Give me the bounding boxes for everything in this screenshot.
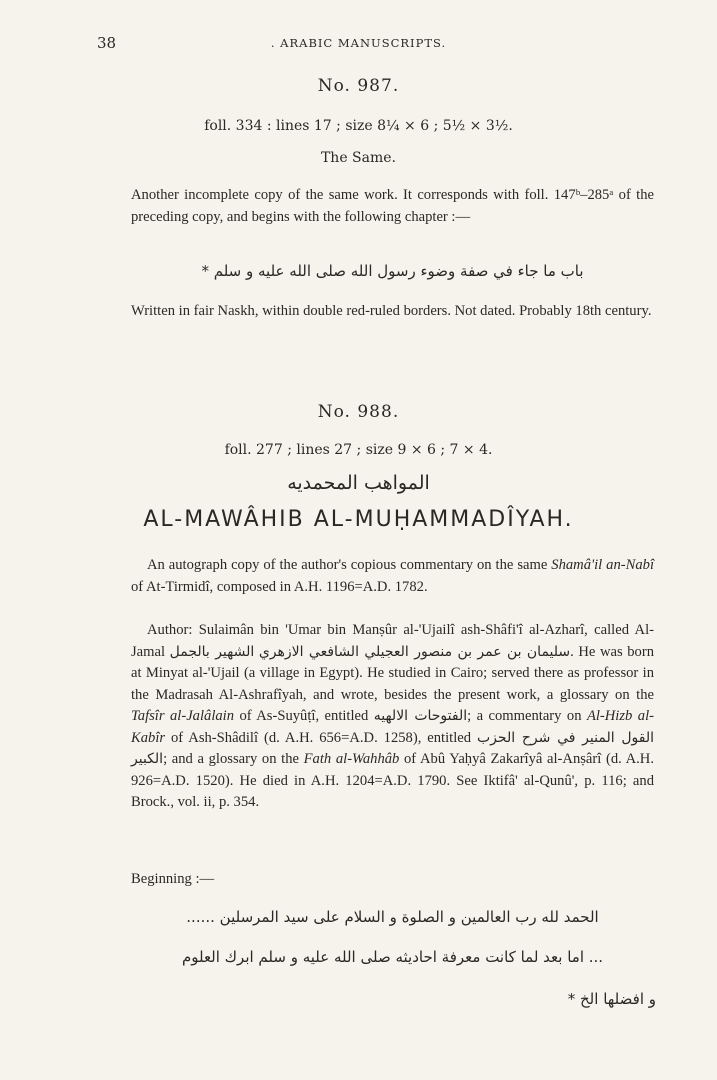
entry-988-paragraph-2: Author: Sulaimân bin 'Umar bin Manṣûr al-'Ujailî ash-Shâfi'î al-Azharî, called Al-Jamal سليمان بن عمر بن منصور العجيلي الشافعي الازهري الشهير بالجمل . He was born at Minyat al-'Ujail (a village in Egypt). He studied in Cairo; served there as professor in the Madrasah Al-Ashrafîyah, and wrote, besides the present work, a glossary on the Tafsîr al-Jalâlain of As-Suyûṭî, entitled الفتوحات الالهيه; a commentary on Al-Hizb al-Kabîr of Ash-Shâdilî (d. A.H. 656=A.D. 1258), entitled القول المنير في شرح الحزب الكبير; and a glossary on the Fath al-Wahhâb of Abû Yaḥyâ Zakarîyâ al-Anṣârî (d. A.H. 926=A.D. 1520). He died in A.H. 1204=A.D. 1790. See Iktifâ' al-Qunû', p. 116; and Brock., vol. ii, p. 354. bbox=[131, 622, 654, 810]
entry-988-paragraph-1: An autograph copy of the author's copious commentary on the same Shamâ'il an-Nabî of At-Tirmidî, composed in A.H. 1196=A.D. 1782. bbox=[131, 557, 655, 595]
entry-987-note: Written in fair Naskh, within double red-ruled borders. Not dated. Probably 18th century. bbox=[131, 303, 652, 319]
page-number: 38 bbox=[97, 34, 117, 52]
entry-987-number: No. 987. bbox=[317, 76, 400, 96]
beginning-line-2: ... اما بعد لما كانت معرفة احاديثه صلى الله عليه و سلم ابرك العلوم bbox=[181, 948, 604, 966]
work-title: Shamâ'il an-Nabî bbox=[551, 557, 655, 573]
arabic-author-name: سليمان بن عمر بن منصور العجيلي الشافعي الازهري bbox=[258, 643, 571, 660]
arabic-author-epithet: الشهير بالجمل bbox=[169, 643, 255, 660]
entry-987-same: The Same. bbox=[320, 150, 397, 166]
entry-987-description: Another incomplete copy of the same work. It corresponds with foll. 147ᵇ–285ᵃ of the preceding copy, and begins with the following chapter :— bbox=[131, 187, 654, 225]
beginning-line-3: و افضلها الخ * bbox=[567, 990, 656, 1008]
entry-987-collation: foll. 334 : lines 17 ; size 8¼ × 6 ; 5½ × 3½. bbox=[204, 118, 513, 134]
entry-988-arabic-title: المواهب المحمديه bbox=[287, 472, 430, 494]
beginning-label: Beginning :— bbox=[131, 871, 215, 887]
beginning-line-1: الحمد لله رب العالمين و الصلوة و السلام على سيد المرسلين ...... bbox=[186, 908, 599, 926]
entry-988-collation: foll. 277 ; lines 27 ; size 9 × 6 ; 7 × 4. bbox=[224, 442, 493, 458]
entry-988-title: AL-MAWÂHIB AL-MUḤAMMADÎYAH. bbox=[143, 507, 574, 532]
entry-987-arabic-chapter: باب ما جاء في صفة وضوء رسول الله صلى الله عليه و سلم * bbox=[201, 262, 584, 280]
entry-988-number: No. 988. bbox=[317, 402, 400, 422]
running-head: . ARABIC MANUSCRIPTS. bbox=[270, 36, 447, 50]
